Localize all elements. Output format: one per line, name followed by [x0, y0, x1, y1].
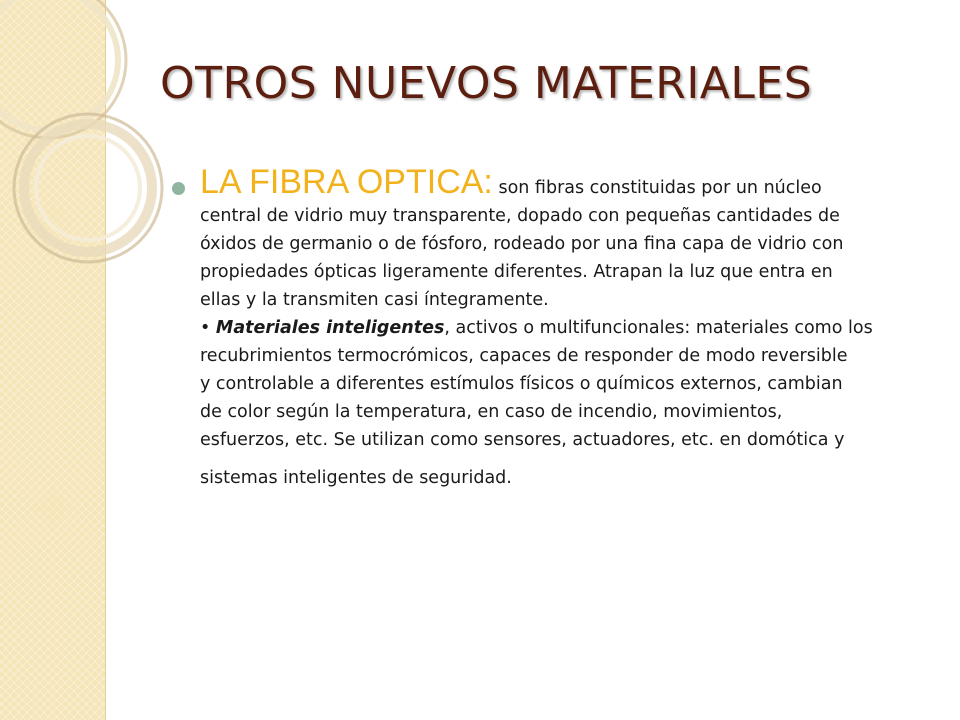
- para2-line: y controlable a diferentes estímulos físicos o químicos externos, cambian: [200, 374, 843, 394]
- para1-line: son fibras constituidas por un núcleo: [498, 178, 822, 198]
- para2-line: sistemas inteligentes de seguridad.: [200, 468, 512, 488]
- para2-term: Materiales inteligentes: [215, 318, 445, 338]
- lead-term: LA FIBRA OPTICA:: [200, 163, 493, 201]
- spacer: [200, 454, 932, 464]
- para2-first-line: [200, 314, 932, 342]
- para2-line: de color según la temperatura, en caso de incendio, movimientos,: [200, 402, 783, 422]
- para2-bullet: •: [200, 318, 211, 338]
- para2-line: , activos o multifuncionales: materiales como los: [444, 318, 873, 338]
- para1-line: propiedades ópticas ligeramente diferentes. Atrapan la luz que entra en: [200, 262, 833, 282]
- decorative-circles-icon: [0, 0, 200, 300]
- slide-title: OTROS NUEVOS MATERIALES: [160, 58, 813, 109]
- para1-line: ellas y la transmiten casi íntegramente.: [200, 290, 549, 310]
- para1-line: óxidos de germanio o de fósforo, rodeado por una fina capa de vidrio con: [200, 234, 844, 254]
- bullet-dot-icon: [172, 182, 185, 195]
- para2-line: esfuerzos, etc. Se utilizan como sensores, actuadores, etc. en domótica y: [200, 430, 845, 450]
- para1-line: central de vidrio muy transparente, dopado con pequeñas cantidades de: [200, 206, 840, 226]
- body-text: [200, 162, 932, 492]
- content-area: [172, 162, 932, 492]
- para2-line: recubrimientos termocrómicos, capaces de responder de modo reversible: [200, 346, 848, 366]
